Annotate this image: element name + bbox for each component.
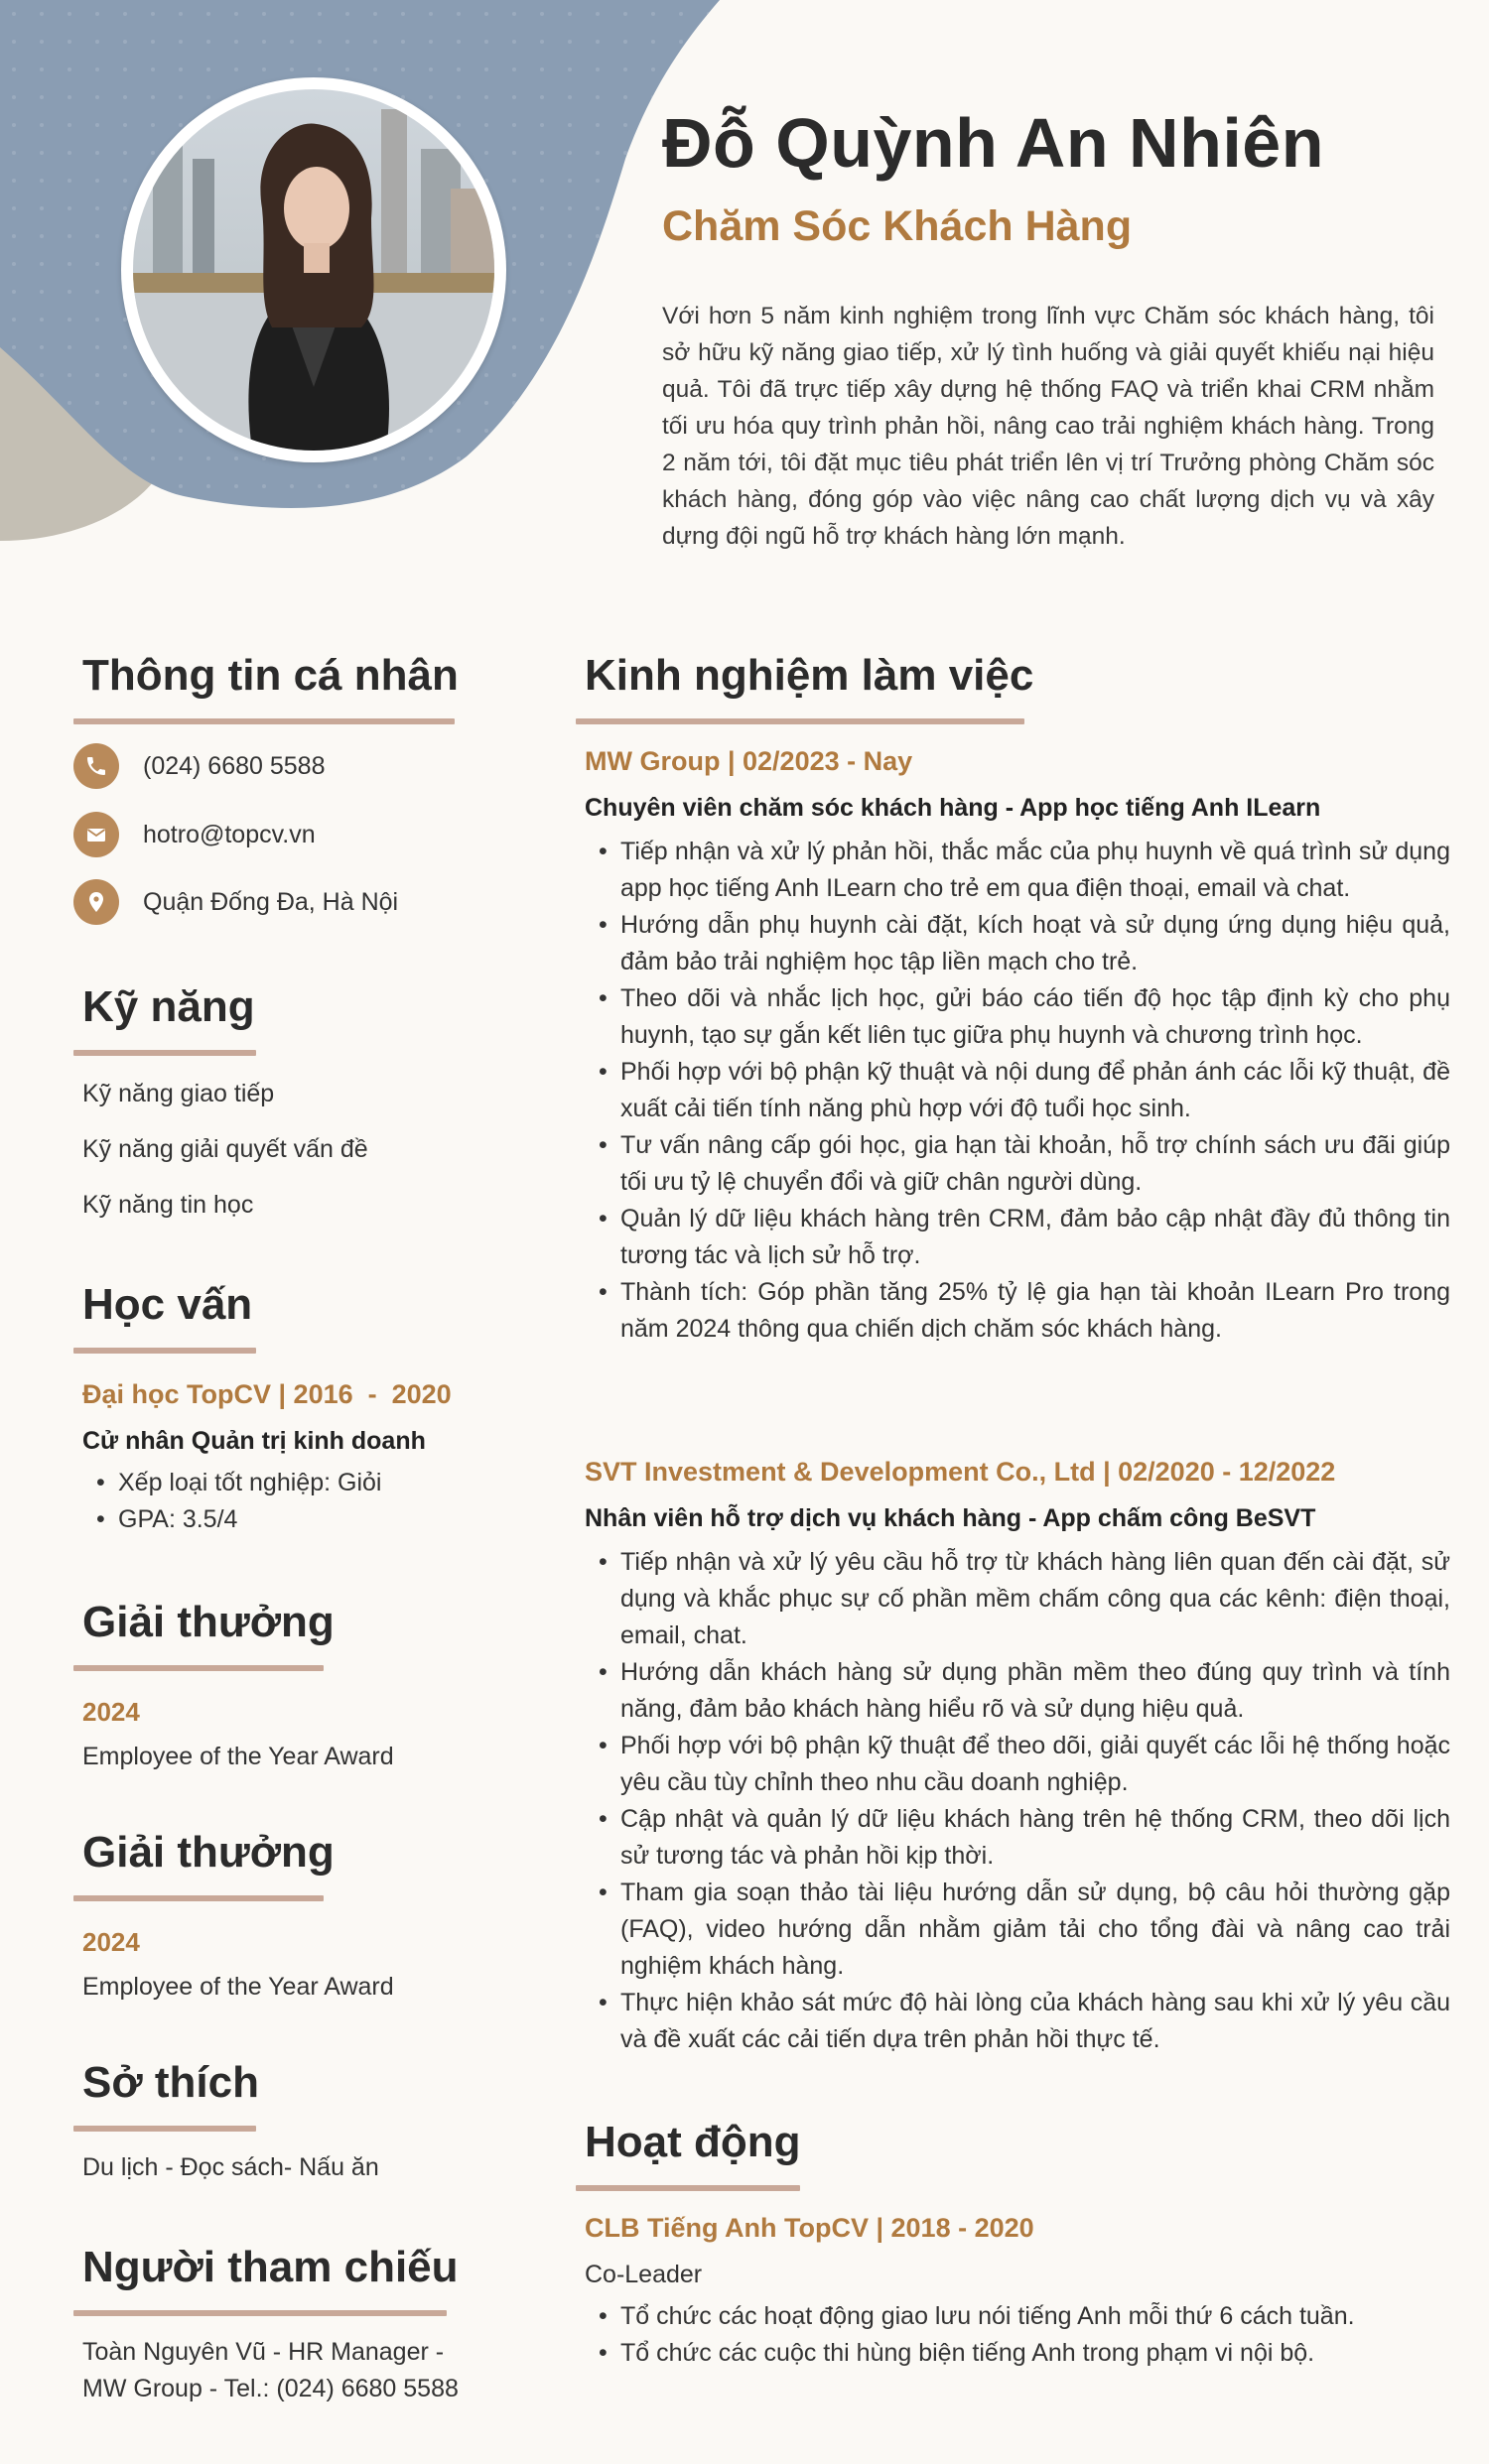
reference-line: Toàn Nguyên Vũ - HR Manager -	[82, 2338, 445, 2366]
job-company-line: SVT Investment & Development Co., Ltd | 02/2020 - 12/2022	[585, 1457, 1336, 1487]
contact-address	[73, 879, 398, 925]
personal-info-heading: Thông tin cá nhân	[82, 651, 459, 700]
list-item: • Thành tích: Góp phần tăng 25% tỷ lệ gia hạn tài khoản ILearn Pro trong năm 2024 thông qua chiến dịch chăm sóc khách hàng.	[620, 1274, 1450, 1348]
education-heading: Học vấn	[82, 1280, 253, 1329]
skills-underline	[73, 1050, 256, 1056]
activity-org-line: CLB Tiếng Anh TopCV | 2018 - 2020	[585, 2213, 1034, 2243]
skill-item: Kỹ năng tin học	[82, 1191, 254, 1219]
reference-line: MW Group - Tel.: (024) 6680 5588	[82, 2375, 459, 2402]
list-item: • Xếp loại tốt nghiệp: Giỏi	[118, 1465, 495, 1501]
job-role: Nhân viên hỗ trợ dịch vụ khách hàng - App chấm công BeSVT	[585, 1504, 1316, 1532]
candidate-name: Đỗ Quỳnh An Nhiên	[662, 104, 1324, 182]
education-underline	[73, 1348, 256, 1354]
experience-underline	[576, 718, 1024, 724]
hobbies-underline	[73, 2126, 256, 2132]
job-role: Chuyên viên chăm sóc khách hàng - App học tiếng Anh ILearn	[585, 794, 1321, 822]
list-item: • GPA: 3.5/4	[118, 1501, 495, 1538]
list-item: • Cập nhật và quản lý dữ liệu khách hàng trên hệ thống CRM, theo dõi lịch sử tương tác và phản hồi kịp thời.	[620, 1801, 1450, 1875]
list-item: • Hướng dẫn phụ huynh cài đặt, kích hoạt và sử dụng ứng dụng hiệu quả, đảm bảo trải nghiệm học tập liền mạch cho trẻ.	[620, 907, 1450, 980]
award-name: Employee of the Year Award	[82, 1973, 394, 2001]
skill-item: Kỹ năng giao tiếp	[82, 1080, 275, 1107]
awards-underline	[73, 1665, 324, 1671]
list-item: • Tiếp nhận và xử lý phản hồi, thắc mắc của phụ huynh về quá trình sử dụng app học tiếng Anh ILearn cho trẻ em qua điện thoại, email và chat.	[620, 834, 1450, 907]
contact-email	[73, 812, 316, 857]
phone-icon	[73, 743, 119, 789]
list-item: • Phối hợp với bộ phận kỹ thuật để theo dõi, giải quyết các lỗi hệ thống hoặc yêu cầu tùy chỉnh theo nhu cầu doanh nghiệp.	[620, 1728, 1450, 1801]
award-year: 2024	[82, 1697, 140, 1727]
avatar	[133, 89, 494, 451]
list-item: • Theo dõi và nhắc lịch học, gửi báo cáo tiến độ học tập định kỳ cho phụ huynh, tạo sự gắn kết liên tục giữa phụ huynh và chương trình học.	[620, 980, 1450, 1054]
list-item: • Tư vấn nâng cấp gói học, gia hạn tài khoản, hỗ trợ chính sách ưu đãi giúp tối ưu tỷ lệ chuyển đổi và giữ chân người dùng.	[620, 1127, 1450, 1201]
phone-text: (024) 6680 5588	[143, 751, 326, 780]
references-underline	[73, 2310, 447, 2316]
activity-role: Co-Leader	[585, 2261, 703, 2288]
award-name: Employee of the Year Award	[82, 1743, 394, 1770]
list-item: • Phối hợp với bộ phận kỹ thuật và nội dung để phản ánh các lỗi kỹ thuật, đề xuất cải tiến tính năng phù hợp với độ tuổi học sinh.	[620, 1054, 1450, 1127]
avatar-illustration	[133, 89, 494, 451]
award-year: 2024	[82, 1927, 140, 1957]
envelope-icon	[73, 812, 119, 857]
education-details	[82, 1465, 495, 1538]
personal-info-underline	[73, 718, 455, 724]
awards-heading: Giải thưởng	[82, 1598, 335, 1646]
list-item: • Tổ chức các hoạt động giao lưu nói tiếng Anh mỗi thứ 6 cách tuần.	[620, 2298, 1450, 2335]
list-item: • Tham gia soạn thảo tài liệu hướng dẫn sử dụng, bộ câu hỏi thường gặp (FAQ), video hướng dẫn nhằm giảm tải cho tổng đài và nâng cao trải nghiệm khách hàng.	[620, 1875, 1450, 1985]
location-pin-icon	[73, 879, 119, 925]
awards-heading: Giải thưởng	[82, 1828, 335, 1877]
experience-heading: Kinh nghiệm làm việc	[585, 651, 1034, 700]
activity-bullets	[585, 2298, 1450, 2372]
job-bullets	[585, 1544, 1450, 2058]
job-company-line: MW Group | 02/2023 - Nay	[585, 746, 913, 776]
email-text: hotro@topcv.vn	[143, 820, 316, 848]
awards-underline	[73, 1895, 324, 1901]
references-heading: Người tham chiếu	[82, 2243, 459, 2291]
list-item: • Quản lý dữ liệu khách hàng trên CRM, đảm bảo cập nhật đầy đủ thông tin tương tác và lịch sử hỗ trợ.	[620, 1201, 1450, 1274]
skills-heading: Kỹ năng	[82, 982, 255, 1031]
list-item: • Tiếp nhận và xử lý yêu cầu hỗ trợ từ khách hàng liên quan đến cài đặt, sử dụng và khắc phục sự cố phần mềm chấm công qua các kênh: điện thoại, email, chat.	[620, 1544, 1450, 1654]
hobbies-heading: Sở thích	[82, 2058, 259, 2107]
career-summary: Với hơn 5 năm kinh nghiệm trong lĩnh vực Chăm sóc khách hàng, tôi sở hữu kỹ năng giao tiếp, xử lý tình huống và giải quyết khiếu nại hiệu quả. Tôi đã trực tiếp xây dựng hệ thống FAQ và triển khai CRM nhằm tối ưu hóa quy trình phản hồi, nâng cao trải nghiệm khách hàng. Trong 2 năm tới, tôi đặt mục tiêu phát triển lên vị trí Trưởng phòng Chăm sóc khách hàng, đóng góp vào việc nâng cao chất lượng dịch vụ và xây dựng đội ngũ hỗ trợ khách hàng lớn mạnh.	[662, 303, 1434, 550]
job-title: Chăm Sóc Khách Hàng	[662, 202, 1133, 250]
hobbies-text: Du lịch - Đọc sách- Nấu ăn	[82, 2153, 379, 2181]
address-text: Quận Đống Đa, Hà Nội	[143, 887, 399, 916]
job-bullets	[585, 834, 1450, 1348]
contact-phone	[73, 743, 325, 789]
list-item: • Thực hiện khảo sát mức độ hài lòng của khách hàng sau khi xử lý yêu cầu và đề xuất các cải tiến dựa trên phản hồi thực tế.	[620, 1985, 1450, 2058]
education-school-line: Đại học TopCV | 2016 - 2020	[82, 1379, 452, 1409]
list-item: • Tổ chức các cuộc thi hùng biện tiếng Anh trong phạm vi nội bộ.	[620, 2335, 1450, 2372]
activities-heading: Hoạt động	[585, 2118, 801, 2166]
list-item: • Hướng dẫn khách hàng sử dụng phần mềm theo đúng quy trình và tính năng, đảm bảo khách hàng hiểu rõ và sử dụng hiệu quả.	[620, 1654, 1450, 1728]
activities-underline	[576, 2185, 800, 2191]
skill-item: Kỹ năng giải quyết vấn đề	[82, 1135, 368, 1163]
education-degree: Cử nhân Quản trị kinh doanh	[82, 1427, 426, 1455]
